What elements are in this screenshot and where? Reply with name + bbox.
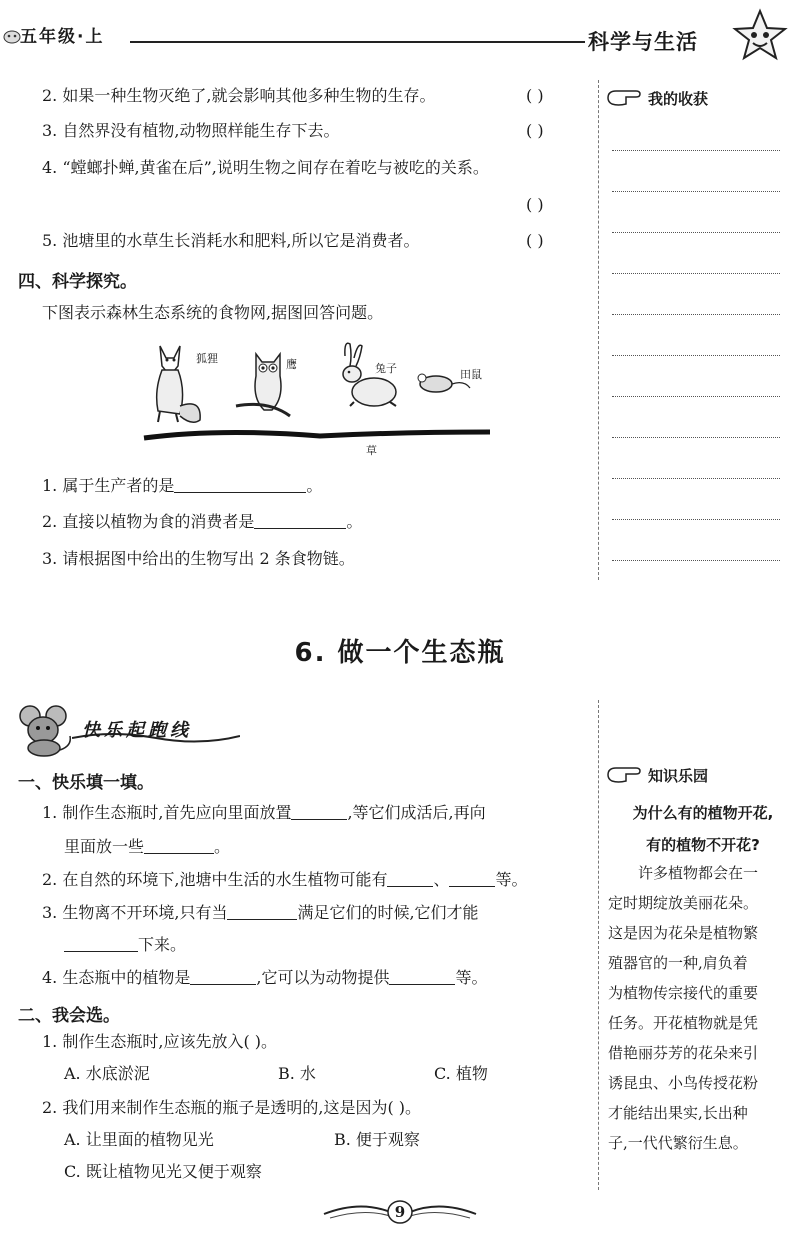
fill-q4-text2: ,它可以为动物提供 bbox=[256, 968, 390, 987]
lesson-title: 6. 做一个生态瓶 bbox=[294, 638, 506, 668]
notes-line[interactable] bbox=[612, 273, 780, 274]
fill-q3 bbox=[42, 903, 479, 923]
header-rule bbox=[130, 41, 585, 43]
fill-q4-end: 等。 bbox=[455, 968, 488, 987]
judge-item-4: 4. “螳螂扑蝉,黄雀在后”,说明生物之间存在着吃与被吃的关系。 bbox=[42, 158, 489, 177]
knowledge-text bbox=[608, 858, 794, 1158]
answer-blank[interactable] bbox=[190, 968, 256, 985]
knowledge-line: 殖器官的一种,肩负着 bbox=[608, 954, 748, 972]
knowledge-line: 为植物传宗接代的重要 bbox=[608, 984, 759, 1002]
notes-line[interactable] bbox=[612, 437, 780, 438]
notes-line[interactable] bbox=[612, 232, 780, 233]
fill-q3-end: 下来。 bbox=[138, 935, 187, 954]
fill-q1-text3: 里面放一些 bbox=[64, 837, 145, 856]
fill-q2-sep: 、 bbox=[433, 870, 450, 889]
inquiry-q3: 3. 请根据图中给出的生物写出 2 条食物链。 bbox=[42, 549, 355, 568]
choice-q2-option-b[interactable]: B. 便于观察 bbox=[334, 1130, 420, 1149]
notes-line[interactable] bbox=[612, 478, 780, 479]
knowledge-line: 定时期绽放美丽花朵。 bbox=[608, 894, 759, 912]
answer-paren-2[interactable]: ( ) bbox=[526, 86, 544, 105]
notes-line[interactable] bbox=[612, 314, 780, 315]
knowledge-line: 任务。开花植物就是凭 bbox=[608, 1014, 759, 1032]
choice-q1-option-c[interactable]: C. 植物 bbox=[434, 1064, 488, 1083]
inquiry-q1-text: 1. 属于生产者的是 bbox=[42, 476, 175, 495]
answer-paren-3[interactable]: ( ) bbox=[526, 121, 544, 140]
mouse-mascot-icon bbox=[16, 702, 74, 758]
sidebar-title-harvest: 我的收获 bbox=[648, 90, 709, 108]
pointing-hand-icon bbox=[606, 86, 642, 108]
judge-item-2: 2. 如果一种生物灭绝了,就会影响其他多种生物的生存。 bbox=[42, 86, 436, 105]
inquiry-q2 bbox=[42, 512, 362, 532]
fill-q3-text: 3. 生物离不开环境,只有当 bbox=[42, 903, 228, 922]
mascot-left-icon bbox=[2, 28, 22, 44]
book-title: 科学与生活 bbox=[588, 30, 698, 54]
answer-blank[interactable] bbox=[64, 935, 138, 952]
label-eagle: 鹰 bbox=[286, 358, 297, 371]
notes-line[interactable] bbox=[612, 191, 780, 192]
choice-q1-option-b[interactable]: B. 水 bbox=[278, 1064, 316, 1083]
label-rabbit: 兔子 bbox=[375, 362, 397, 375]
page-number: 9 bbox=[394, 1203, 406, 1221]
grass-icon bbox=[144, 432, 490, 438]
label-mouse: 田鼠 bbox=[460, 368, 482, 381]
fill-q1-end: 。 bbox=[214, 837, 231, 856]
inquiry-q2-end: 。 bbox=[346, 512, 363, 531]
choice-q1: 1. 制作生态瓶时,应该先放入( )。 bbox=[42, 1032, 278, 1051]
food-web-figure bbox=[140, 336, 500, 456]
pointing-hand-icon bbox=[606, 763, 642, 785]
answer-blank[interactable] bbox=[389, 968, 455, 985]
fill-q3-cont bbox=[64, 935, 186, 955]
judge-item-5: 5. 池塘里的水草生长消耗水和肥料,所以它是消费者。 bbox=[42, 231, 420, 250]
knowledge-line: 诱昆虫、小鸟传授花粉 bbox=[608, 1074, 759, 1092]
answer-blank[interactable] bbox=[144, 837, 214, 854]
fill-q1 bbox=[42, 803, 486, 823]
knowledge-line: 子,一代代繁衍生息。 bbox=[608, 1134, 748, 1152]
answer-paren-5[interactable]: ( ) bbox=[526, 231, 544, 250]
fill-q2 bbox=[42, 870, 527, 890]
section-title-fill: 一、快乐填一填。 bbox=[18, 773, 154, 793]
knowledge-line: 许多植物都会在一 bbox=[638, 864, 759, 882]
notes-line[interactable] bbox=[612, 355, 780, 356]
judge-item-3: 3. 自然界没有植物,动物照样能生存下去。 bbox=[42, 121, 340, 140]
sidebar-divider-top bbox=[598, 80, 599, 580]
grade-label: 五年级·上 bbox=[20, 27, 105, 47]
choice-q2-option-c[interactable]: C. 既让植物见光又便于观察 bbox=[64, 1162, 262, 1181]
knowledge-question-2: 有的植物不开花? bbox=[646, 836, 760, 854]
answer-blank[interactable] bbox=[174, 476, 306, 493]
inquiry-intro: 下图表示森林生态系统的食物网,据图回答问题。 bbox=[42, 303, 384, 322]
knowledge-line: 才能结出果实,长出种 bbox=[608, 1104, 748, 1122]
answer-blank[interactable] bbox=[291, 803, 347, 820]
label-fox: 狐狸 bbox=[196, 352, 218, 365]
choice-q2-option-a[interactable]: A. 让里面的植物见光 bbox=[64, 1130, 214, 1149]
inquiry-q1-end: 。 bbox=[306, 476, 323, 495]
answer-blank[interactable] bbox=[387, 870, 433, 887]
answer-blank[interactable] bbox=[254, 512, 346, 529]
choice-q1-option-a[interactable]: A. 水底淤泥 bbox=[64, 1064, 150, 1083]
fill-q4-text: 4. 生态瓶中的植物是 bbox=[42, 968, 191, 987]
section-title-inquiry: 四、科学探究。 bbox=[18, 272, 137, 292]
notes-line[interactable] bbox=[612, 560, 780, 561]
section-title-choice: 二、我会选。 bbox=[18, 1006, 120, 1026]
fill-q2-end: 等。 bbox=[495, 870, 528, 889]
knowledge-question-1: 为什么有的植物开花, bbox=[632, 804, 774, 822]
notes-line[interactable] bbox=[612, 519, 780, 520]
inquiry-q1 bbox=[42, 476, 322, 496]
notes-line[interactable] bbox=[612, 150, 780, 151]
choice-q2: 2. 我们用来制作生态瓶的瓶子是透明的,这是因为( )。 bbox=[42, 1098, 422, 1117]
sidebar-divider-bottom bbox=[598, 700, 599, 1190]
answer-blank[interactable] bbox=[227, 903, 297, 920]
answer-paren-4[interactable]: ( ) bbox=[526, 195, 544, 214]
label-grass: 草 bbox=[366, 444, 377, 457]
fill-q3-text2: 满足它们的时候,它们才能 bbox=[297, 903, 479, 922]
fox-icon bbox=[157, 346, 201, 422]
star-mascot-icon bbox=[732, 8, 788, 64]
sidebar-title-knowledge: 知识乐园 bbox=[648, 767, 709, 785]
notes-line[interactable] bbox=[612, 396, 780, 397]
fill-q4 bbox=[42, 968, 487, 988]
inquiry-q2-text: 2. 直接以植物为食的消费者是 bbox=[42, 512, 255, 531]
fill-q1-cont bbox=[64, 837, 230, 857]
fill-q1-text: 1. 制作生态瓶时,首先应向里面放置 bbox=[42, 803, 292, 822]
knowledge-line: 借艳丽芬芳的花朵来引 bbox=[608, 1044, 759, 1062]
fill-q1-text2: ,等它们成活后,再向 bbox=[347, 803, 486, 822]
fill-q2-text: 2. 在自然的环境下,池塘中生活的水生植物可能有 bbox=[42, 870, 388, 889]
banner-title: 快乐起跑线 bbox=[82, 720, 192, 741]
answer-blank[interactable] bbox=[449, 870, 495, 887]
eagle-icon bbox=[236, 354, 290, 416]
knowledge-line: 这是因为花朵是植物繁 bbox=[608, 924, 759, 942]
